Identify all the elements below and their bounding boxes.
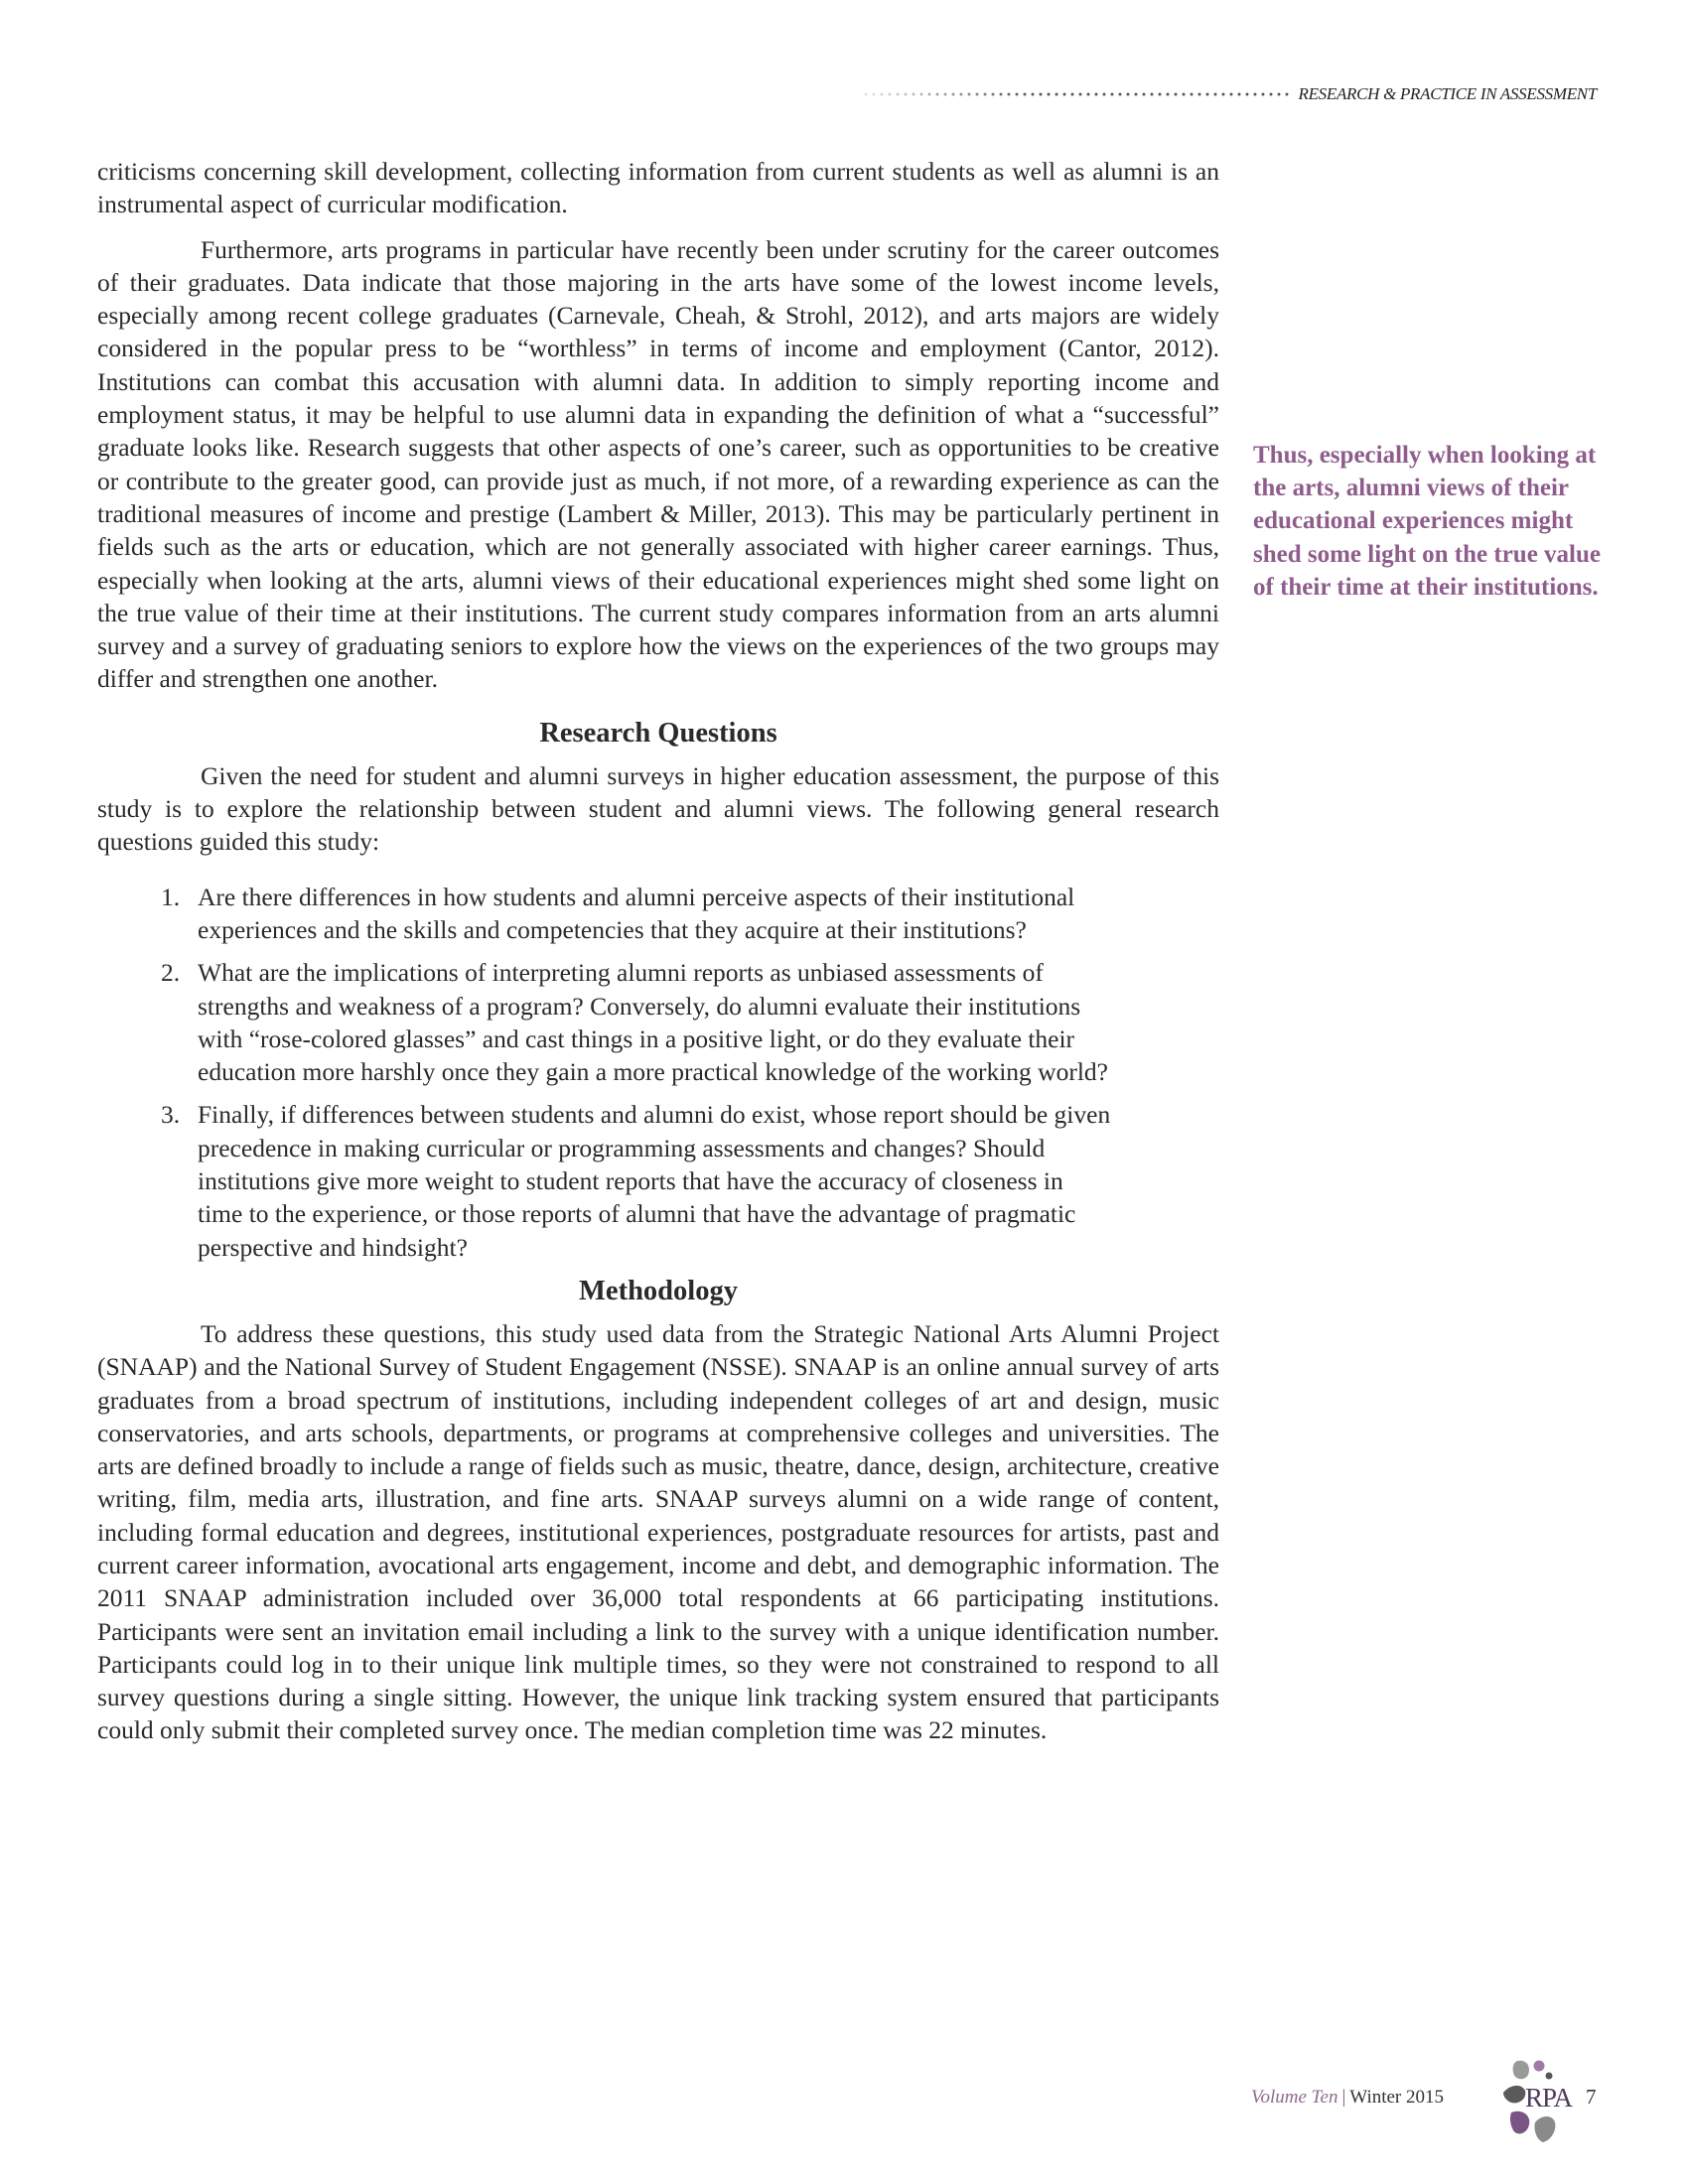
- list-item: [161, 1098, 1184, 1263]
- list-number: 1.: [161, 882, 181, 911]
- paragraph-research-intro: Given the need for student and alumni surveys in higher education assessment, the purpose of this study is to explore the relationship between student and alumni views. The following general research questions guided this study:: [97, 760, 1219, 857]
- list-item: [161, 956, 1184, 1088]
- list-text: What are the implications of interpreting alumni reports as unbiased assessments of strengths and weakness of a program? Conversely, do alumni evaluate their institutions with “rose-colored glasses” and cast things in a positive light, or do they evaluate their education more harshly once they gain a more practical knowledge of the working world?: [198, 958, 1108, 1087]
- paragraph-arts-programs: Furthermore, arts programs in particular have recently been under scrutiny for the career outcomes of their graduates. Data indicate that those majoring in the arts have some of the lowest income levels, especially among recent college graduates (Carnevale, Cheah, & Strohl, 2012), and arts majors are widely considered in the popular press to be “worthless” in terms of income and employment (Cantor, 2012). Institutions can combat this accusation with alumni data. In addition to simply reporting income and employment status, it may be helpful to use alumni data in expanding the definition of what a “successful” graduate looks like. Research suggests that other aspects of one’s career, such as opportunities to be creative or contribute to the greater good, can provide just as much, if not more, of a rewarding experience as can the traditional measures of income and prestige (Lambert & Miller, 2013). This may be particularly pertinent in fields such as the arts or education, which are not generally associated with higher career earnings. Thus, especially when looking at the arts, alumni views of their educational experiences might shed some light on the true value of their time at their institutions. The current study compares information from an arts alumni survey and a survey of graduating seniors to explore how the views on the experiences of the two groups may differ and strengthen one another.: [97, 234, 1219, 694]
- list-number: 3.: [161, 1100, 181, 1130]
- pull-quote: Thus, especially when looking at the arts, alumni views of their educational experiences might shed some light on the true value of their time at their institutions.: [1253, 442, 1601, 601]
- page-footer: [1251, 2057, 1609, 2146]
- research-questions-list: [161, 881, 1184, 1264]
- heading-methodology: Methodology: [579, 1275, 738, 1306]
- list-number: 2.: [161, 958, 181, 988]
- issue-label: Winter 2015: [1349, 2087, 1445, 2108]
- paragraph-continuation: criticisms concerning skill development, collecting information from current students as well as alumni is an instrumental aspect of curricular modification.: [97, 157, 1219, 219]
- list-text: Are there differences in how students and alumni perceive aspects of their institutional experiences and the skills and competencies that they acquire at their institutions?: [198, 882, 1075, 944]
- running-header: [862, 83, 1597, 105]
- list-item: [161, 881, 1184, 947]
- footer-separator: |: [1341, 2087, 1346, 2108]
- heading-research-questions: Research Questions: [539, 717, 777, 749]
- volume-label: Volume Ten: [1251, 2087, 1338, 2108]
- issue-info: [1251, 2087, 1444, 2109]
- page-number: 7: [1586, 2085, 1597, 2109]
- main-column: [97, 155, 1219, 1747]
- logo-text: RPA: [1525, 2083, 1573, 2113]
- journal-title: RESEARCH & PRACTICE IN ASSESSMENT: [1298, 84, 1597, 103]
- paragraph-methodology: To address these questions, this study used data from the Strategic National Arts Alumni Project (SNAAP) and the National Survey of Student Engagement (NSSE). SNAAP is an online annual survey of arts graduates from a broad spectrum of institutions, including independent colleges of art and design, music conservatories, and arts schools, departments, or programs at comprehensive colleges and universities. The arts are defined broadly to include a range of fields such as music, theatre, dance, design, architecture, creative writing, film, media arts, illustration, and fine arts. SNAAP surveys alumni on a wide range of content, including formal education and degrees, institutional experiences, postgraduate resources for artists, past and current career information, avocational arts engagement, income and debt, and demographic information. The 2011 SNAAP administration included over 36,000 total respondents at 66 participating institutions. Participants were sent an invitation email including a link to the survey with a unique identification number. Participants could log in to their unique link multiple times, so they were not constrained to respond to all survey questions during a single sitting. However, the unique link tracking system ensured that participants could only submit their completed survey once. The median completion time was 22 minutes.: [97, 1318, 1219, 1745]
- list-text: Finally, if differences between students and alumni do exist, whose report should be given precedence in making curricular or programming assessments and changes? Should institutions give more weight to student reports that have the accuracy of closeness in time to the experience, or those reports of alumni that have the advantage of pragmatic perspective and hindsight?: [198, 1100, 1111, 1262]
- dotted-rule: [862, 92, 1291, 96]
- rpa-logo: [1501, 2057, 1581, 2144]
